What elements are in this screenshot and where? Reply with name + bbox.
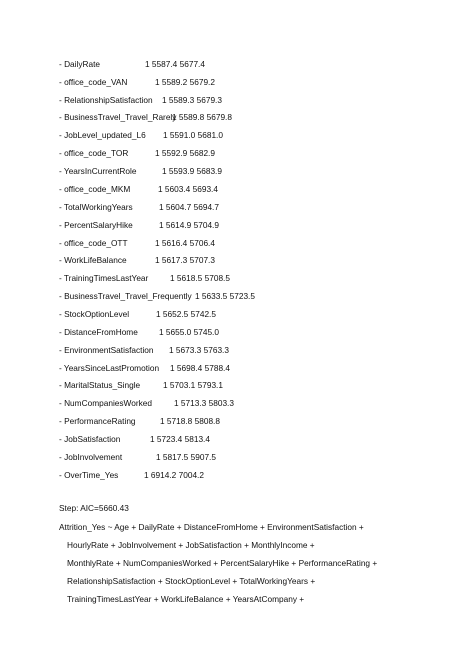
- term-name: - PercentSalaryHike: [59, 220, 133, 230]
- term-values: 1 5616.4 5706.4: [155, 238, 215, 248]
- formula-line: TrainingTimesLastYear + WorkLifeBalance + YearsAtCompany +: [67, 594, 305, 604]
- term-values: 1 5604.7 5694.7: [159, 202, 219, 212]
- term-values: 1 5718.8 5808.8: [160, 416, 220, 426]
- formula-line: Attrition_Yes ~ Age + DailyRate + DistanceFromHome + EnvironmentSatisfaction +: [59, 522, 364, 532]
- term-name: - BusinessTravel_Travel_Frequently: [59, 291, 192, 301]
- term-name: - JobLevel_updated_L6: [59, 130, 146, 140]
- term-name: - DistanceFromHome: [59, 327, 138, 337]
- term-name: - EnvironmentSatisfaction: [59, 345, 154, 355]
- term-values: 1 5698.4 5788.4: [170, 363, 230, 373]
- term-values: 1 5618.5 5708.5: [170, 273, 230, 283]
- term-values: 1 5652.5 5742.5: [156, 309, 216, 319]
- term-name: - StockOptionLevel: [59, 309, 130, 319]
- term-name: - NumCompaniesWorked: [59, 398, 152, 408]
- term-values: 1 5587.4 5677.4: [145, 59, 205, 69]
- term-name: - OverTime_Yes: [59, 470, 119, 480]
- formula-line: HourlyRate + JobInvolvement + JobSatisfaction + MonthlyIncome +: [67, 540, 315, 550]
- term-name: - office_code_OTT: [59, 238, 128, 248]
- term-name: - TrainingTimesLastYear: [59, 273, 149, 283]
- term-values: 1 5633.5 5723.5: [195, 291, 255, 301]
- term-values: 1 5614.9 5704.9: [159, 220, 219, 230]
- term-name: - TotalWorkingYears: [59, 202, 133, 212]
- term-values: 1 5589.8 5679.8: [172, 112, 232, 122]
- term-values: 1 5673.3 5763.3: [169, 345, 229, 355]
- term-values: 1 5589.3 5679.3: [162, 95, 222, 105]
- term-values: 1 5817.5 5907.5: [156, 452, 216, 462]
- term-values: 1 5655.0 5745.0: [159, 327, 219, 337]
- term-name: - BusinessTravel_Travel_Rarely: [59, 112, 177, 122]
- formula-line: MonthlyRate + NumCompaniesWorked + PercentSalaryHike + PerformanceRating +: [67, 558, 378, 568]
- term-values: 1 5589.2 5679.2: [155, 77, 215, 87]
- term-values: 1 5703.1 5793.1: [163, 380, 223, 390]
- term-values: 1 6914.2 7004.2: [144, 470, 204, 480]
- term-name: - WorkLifeBalance: [59, 255, 127, 265]
- term-values: 1 5592.9 5682.9: [155, 148, 215, 158]
- term-name: - JobSatisfaction: [59, 434, 121, 444]
- term-name: - PerformanceRating: [59, 416, 136, 426]
- term-name: - RelationshipSatisfaction: [59, 95, 153, 105]
- term-name: - office_code_MKM: [59, 184, 131, 194]
- term-name: - DailyRate: [59, 59, 101, 69]
- term-name: - YearsSinceLastPromotion: [59, 363, 160, 373]
- step-aic-line: Step: AIC=5660.43: [59, 503, 129, 513]
- term-values: 1 5723.4 5813.4: [150, 434, 210, 444]
- term-values: 1 5617.3 5707.3: [155, 255, 215, 265]
- term-name: - MaritalStatus_Single: [59, 380, 141, 390]
- term-values: 1 5593.9 5683.9: [162, 166, 222, 176]
- term-values: 1 5713.3 5803.3: [174, 398, 234, 408]
- formula-line: RelationshipSatisfaction + StockOptionLevel + TotalWorkingYears +: [67, 576, 316, 586]
- term-name: - office_code_TOR: [59, 148, 129, 158]
- term-name: - JobInvolvement: [59, 452, 123, 462]
- term-values: 1 5603.4 5693.4: [158, 184, 218, 194]
- term-name: - office_code_VAN: [59, 77, 128, 87]
- term-values: 1 5591.0 5681.0: [163, 130, 223, 140]
- term-name: - YearsInCurrentRole: [59, 166, 137, 176]
